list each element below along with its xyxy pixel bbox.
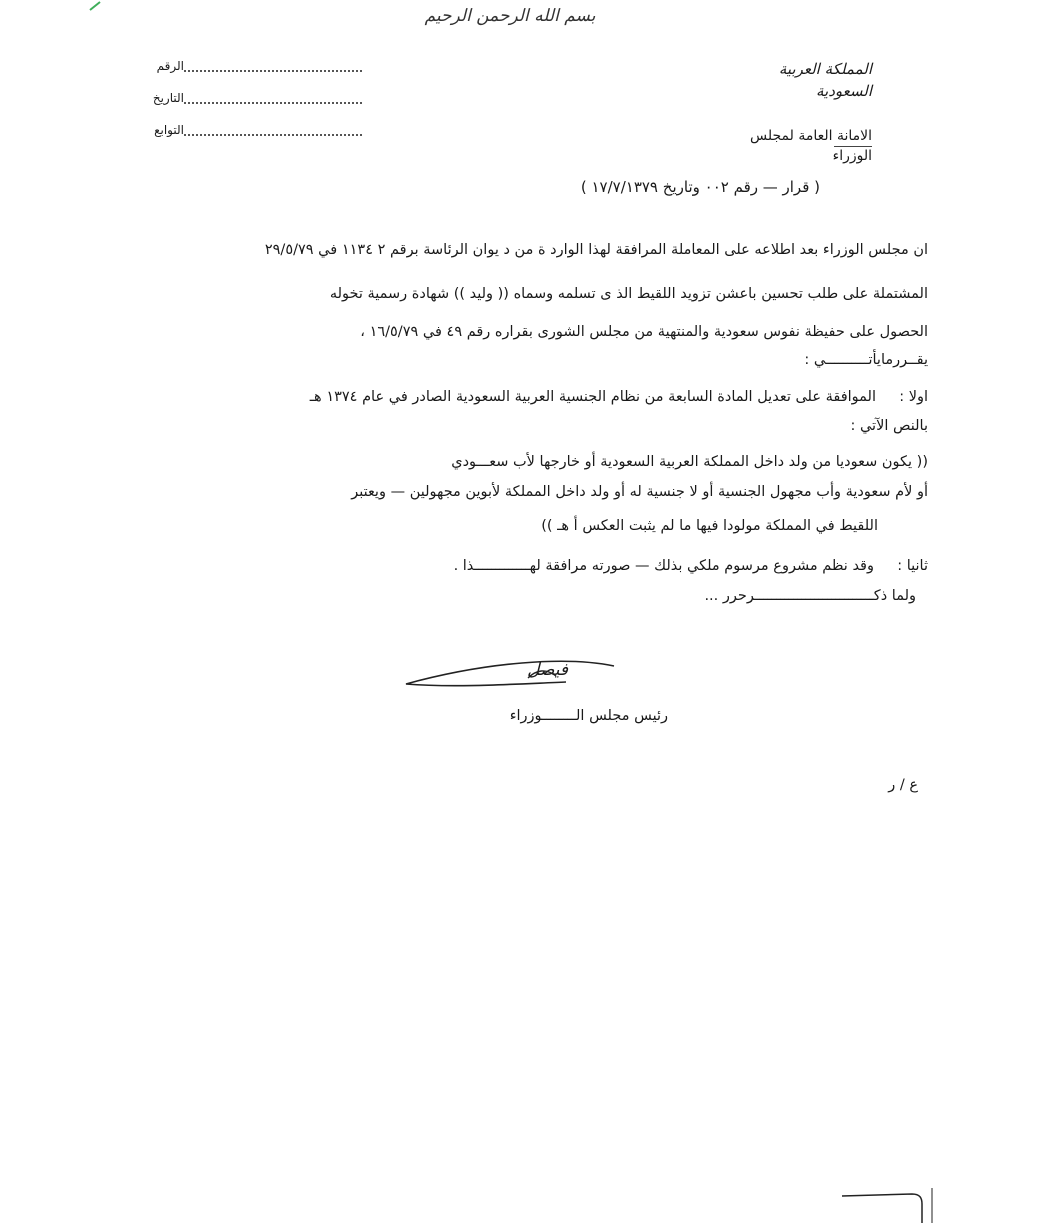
quote-line-2: أو لأم سعودية وأب مجهول الجنسية أو لا جنسية له أو ولد داخل المملكة لأبوين مجهولين — ويعتبر (351, 484, 928, 500)
quote-line-3: اللقيط في المملكة مولودا فيها ما لم يثبت العكس أ هـ )) (541, 518, 878, 534)
second-text: وقد نظم مشروع مرسوم ملكي بذلك — صورته مرافقة لهـــــــــــــذا . (453, 558, 874, 574)
secretariat-name: الامانة العامة لمجلس الوزراء (749, 128, 872, 164)
first-label: اولا : (899, 389, 928, 405)
preamble-line-3: الحصول على حفيظة نفوس سعودية والمنتهية من مجلس الشورى بقراره رقم ٤٩ في ١٦/٥/٧٩ ، (360, 324, 928, 340)
date-dotted-line (184, 92, 362, 104)
closing-line: ولما ذكــــــــــــــــــــــــــــرحرر ... (704, 588, 916, 604)
second-label: ثانيا : (897, 558, 928, 574)
number-dotted-line (184, 60, 362, 72)
first-line-2: بالنص الآتي : (850, 418, 928, 434)
initials: ع / ر (888, 777, 918, 793)
quote-line-1: (( يكون سعوديا من ولد داخل المملكة العربية السعودية أو خارجها لأب سعـــودي (451, 454, 928, 470)
enclosures-field (140, 120, 368, 140)
page-corner-mark (840, 1188, 940, 1223)
enclosures-label: التوابع (154, 123, 184, 137)
green-corner-mark (88, 0, 102, 12)
enclosures-dotted-line (184, 124, 362, 136)
signed-name: فيصل (527, 660, 568, 680)
decision-line: ( قرار — رقم ٠٠٢ وتاريخ ١٧/٧/١٣٧٩ ) (580, 178, 820, 196)
number-field (140, 56, 368, 76)
date-label: التاريخ (152, 91, 184, 105)
first-line-1: الموافقة على تعديل المادة السابعة من نظام الجنسية العربية السعودية الصادر في عام ١٣٧٤ هـ (309, 389, 876, 405)
date-field (140, 88, 368, 108)
kingdom-name: المملكة العربية السعودية (778, 60, 872, 100)
basmala: بسم الله الرحمن الرحيم (424, 6, 596, 26)
decides-heading: يقــررمايأتــــــــــي : (804, 352, 928, 368)
letterhead (722, 58, 872, 166)
preamble-line-1: ان مجلس الوزراء بعد اطلاعه على المعاملة المرافقة لهذا الوارد ة من د يوان الرئاسة برقم ٢ ١١٣٤ في ٢٩/٥/٧٩ (264, 242, 928, 258)
preamble-line-2: المشتملة على طلب تحسين باعشن تزويد اللقيط الذ ى تسلمه وسماه (( وليد )) شهادة رسمية تخوله (329, 286, 928, 302)
letterhead-rule (834, 146, 872, 147)
number-label: الرقم (156, 59, 184, 73)
signatory-title: رئيس مجلس الــــــــوزراء (509, 708, 668, 724)
